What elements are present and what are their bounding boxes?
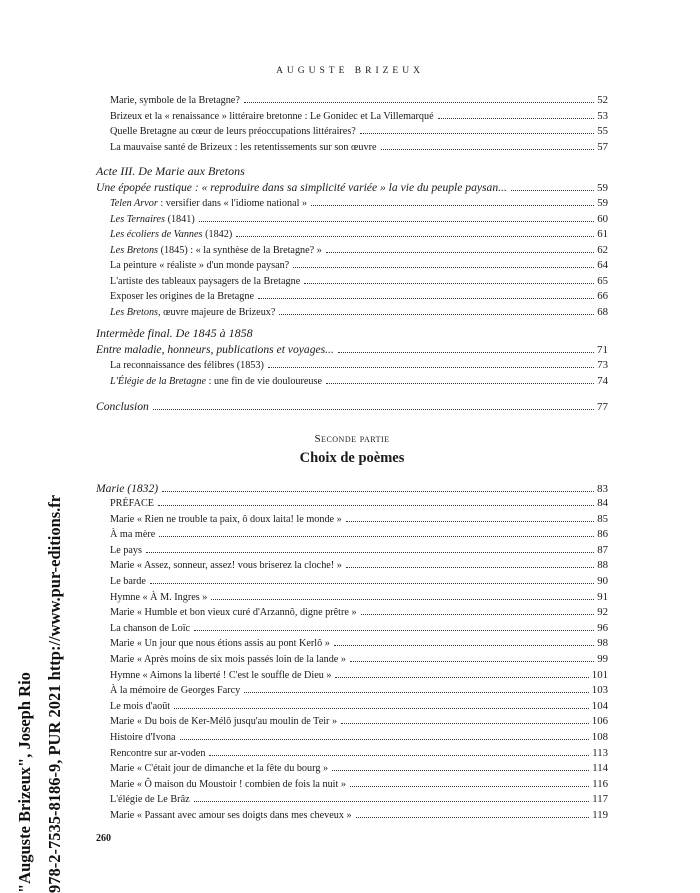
spine-line-2: 978-2-7535-8186-9, PUR 2021 http://www.pur-editions.fr bbox=[45, 494, 64, 893]
page-number: 260 bbox=[96, 833, 111, 844]
toc-poem-list bbox=[96, 497, 608, 824]
act-title: Intermède final. De 1845 à 1858 bbox=[96, 326, 253, 340]
toc-section-1 bbox=[96, 94, 608, 156]
toc-entry: Le pays 87 bbox=[110, 543, 608, 556]
toc-entry: Les Bretons (1845) : « la synthèse de la Bretagne? » 62 bbox=[110, 243, 608, 256]
toc-entry: Le barde 90 bbox=[110, 574, 608, 587]
toc-entry: La peinture « réaliste » d'un monde paysan? 64 bbox=[110, 259, 608, 271]
toc-chapter: Conclusion 77 bbox=[96, 400, 608, 413]
part-label: Seconde partie bbox=[314, 433, 390, 445]
toc-entry: Marie « Passant avec amour ses doigts dans mes cheveux » 119 bbox=[110, 808, 608, 821]
toc-entry: L'artiste des tableaux paysagers de la Bretagne 65 bbox=[110, 274, 608, 287]
toc-entry: Marie « C'était jour de dimanche et la fête du bourg » 114 bbox=[110, 762, 608, 775]
toc-entry: La reconnaissance des félibres (1853) 73 bbox=[110, 359, 608, 371]
toc-entry: PRÉFACE 84 bbox=[110, 497, 608, 509]
toc-intermede bbox=[96, 326, 608, 390]
toc-entry: Marie « Un jour que nous étions assis au pont Kerlô » 98 bbox=[110, 637, 608, 650]
toc-entry: Brizeux et la « renaissance » littéraire bretonne : Le Gonidec et La Villemarqué 53 bbox=[110, 109, 608, 122]
toc-entry: Telen Arvor : versifier dans « l'idiome national » 59 bbox=[110, 197, 608, 209]
toc-chapter: Marie (1832) 83 bbox=[96, 482, 608, 495]
toc-conclusion bbox=[96, 400, 608, 416]
toc-entry: Exposer les origines de la Bretagne 66 bbox=[110, 290, 608, 302]
toc-entry: Hymne « À M. Ingres » 91 bbox=[110, 590, 608, 603]
toc-entry: Marie « Après moins de six mois passés loin de la lande » 99 bbox=[110, 652, 608, 665]
spine-credit bbox=[10, 373, 70, 893]
toc-entry: À ma mère 86 bbox=[110, 528, 608, 541]
toc-entry: Marie, symbole de la Bretagne? 52 bbox=[110, 94, 608, 106]
toc-entry: Marie « Rien ne trouble ta paix, ô doux laita! le monde » 85 bbox=[110, 512, 608, 525]
toc-entry: Marie « Du bois de Ker-Mélô jusqu'au moulin de Teir » 106 bbox=[110, 715, 608, 728]
toc-entry: Le mois d'août 104 bbox=[110, 699, 608, 712]
toc-entry: La chanson de Loïc 96 bbox=[110, 621, 608, 634]
toc-entry: Les Ternaires (1841) 60 bbox=[110, 212, 608, 225]
toc-part-2 bbox=[96, 482, 608, 824]
toc-entry: L'élégie de Le Brâz 117 bbox=[110, 793, 608, 806]
toc-entry: L'Élégie de la Bretagne : une fin de vie douloureuse 74 bbox=[110, 374, 608, 387]
toc-entry: Marie « Assez, sonneur, assez! vous briserez la cloche! » 88 bbox=[110, 559, 608, 572]
toc-entry: Rencontre sur ar-voden 113 bbox=[110, 746, 608, 759]
toc-chapter: Entre maladie, honneurs, publications et voyages... 71 bbox=[96, 343, 608, 356]
toc-entry: Marie « Ô maison du Moustoir ! combien de fois la nuit » 116 bbox=[110, 777, 608, 790]
toc-entry: Hymne « Aimons la liberté ! C'est le souffle de Dieu » 101 bbox=[110, 668, 608, 681]
part-title: Choix de poèmes bbox=[299, 450, 405, 466]
toc-entry: À la mémoire de Georges Farcy 103 bbox=[110, 684, 608, 697]
toc-entry: Les Bretons, œuvre majeure de Brizeux? 68 bbox=[110, 305, 608, 318]
toc-entry: Histoire d'Ivona 108 bbox=[110, 730, 608, 743]
act-title: Acte III. De Marie aux Bretons bbox=[96, 164, 245, 178]
toc-entry: La mauvaise santé de Brizeux : les retentissements sur son œuvre 57 bbox=[110, 140, 608, 153]
toc-entry: Les écoliers de Vannes (1842) 61 bbox=[110, 228, 608, 240]
toc-entry: Marie « Humble et bon vieux curé d'Arzannô, digne prêtre » 92 bbox=[110, 606, 608, 619]
toc-entry: Quelle Bretagne au cœur de leurs préoccupations littéraires? 55 bbox=[110, 125, 608, 137]
toc-chapter: Une épopée rustique : « reproduire dans sa simplicité variée » la vie du peuple paysan... 59 bbox=[96, 181, 608, 194]
spine-line-1: "Auguste Brizeux", Joseph Rio bbox=[15, 672, 34, 893]
running-head: AUGUSTE BRIZEUX bbox=[276, 66, 424, 76]
toc-act-3 bbox=[96, 164, 608, 321]
